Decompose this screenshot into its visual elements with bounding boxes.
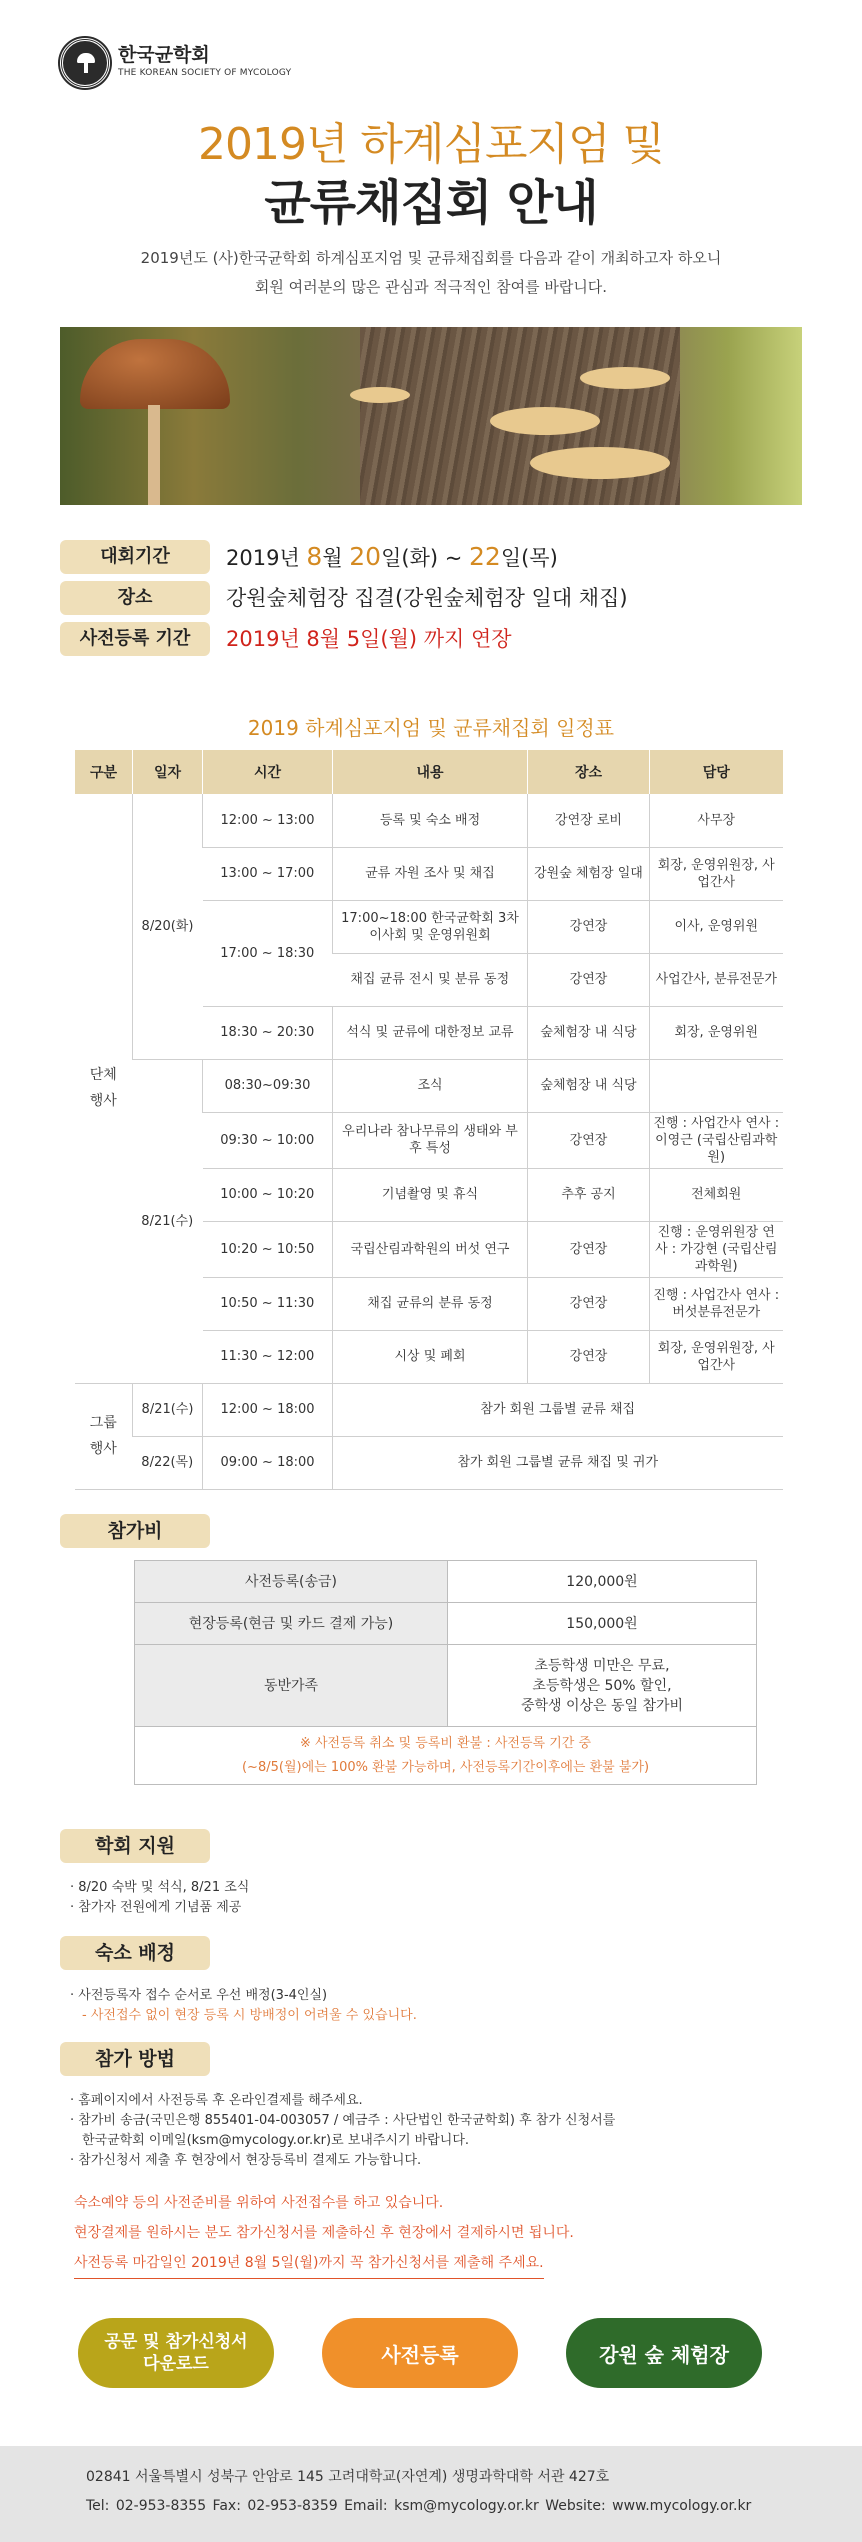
- fee-label: 참가비: [60, 1514, 210, 1548]
- date-cell: 8/21(수): [133, 1059, 203, 1383]
- method-list: [70, 2091, 615, 2171]
- prereg-value: 2019년 8월 5일(월) 까지 연장: [226, 627, 512, 651]
- group-cell: 그룹 행사: [75, 1383, 133, 1489]
- list-item: · 참가자 전원에게 기념품 제공: [70, 1900, 242, 1915]
- list-item: · 8/20 숙박 및 석식, 8/21 조식: [70, 1880, 250, 1895]
- intro-line2: 회원 여러분의 많은 관심과 적극적인 참여를 바랍니다.: [254, 278, 608, 296]
- prereg-label: 사전등록 기간: [60, 622, 210, 656]
- table-row: 8/21(수) 08:30~09:30 조식 숲체험장 내 식당: [75, 1059, 783, 1112]
- list-item: · 사전등록자 접수 순서로 우선 배정(3-4인실): [70, 1988, 328, 2003]
- place-label: 장소: [60, 581, 210, 615]
- table-row: 13:00 ~ 17:00 균류 자원 조사 및 채집 강원숲 체험장 일대 회장, 운영위원장, 사업간사: [75, 847, 783, 900]
- footer-address: 02841 서울특별시 성북구 안암로 145 고려대학교(자연계) 생명과학대학 서관 427호: [86, 2469, 610, 2485]
- table-row: 단체 행사 8/20(화) 12:00 ~ 13:00 등록 및 숙소 배정 강연장 로비 사무장: [75, 794, 783, 847]
- fee-row: 동반가족 초등학생 미만은 무료, 초등학생은 50% 할인, 중학생 이상은 동일 참가비: [135, 1645, 757, 1727]
- org-name-en: THE KOREAN SOCIETY OF MYCOLOGY: [118, 68, 292, 78]
- date-cell: 8/22(목): [133, 1436, 203, 1489]
- support-list: [70, 1878, 249, 1918]
- download-forms-button[interactable]: 공문 및 참가신청서 다운로드: [78, 2318, 274, 2388]
- table-row: 8/22(목) 09:00 ~ 18:00 참가 회원 그룹별 균류 채집 및 귀가: [75, 1436, 783, 1489]
- fee-note-row: ※ 사전등록 취소 및 등록비 환불 : 사전등록 기간 중 (~8/5(월)에는 100% 환불 가능하며, 사전등록기간이후에는 환불 불가): [135, 1727, 757, 1785]
- page-title-line2: 균류채집회 안내: [264, 175, 598, 231]
- intro-text: [0, 244, 862, 302]
- intro-line1: 2019년도 (사)한국균학회 하계심포지엄 및 균류채집회를 다음과 같이 개최하고자 하오니: [140, 249, 722, 267]
- notice-line1: 숙소예약 등의 사전준비를 위하여 사전접수를 하고 있습니다.: [74, 2195, 444, 2211]
- list-item-cont: 한국균학회 이메일(ksm@mycology.or.kr)로 보내주시기 바랍니다.: [82, 2133, 470, 2148]
- date-cell: 8/21(수): [133, 1383, 203, 1436]
- table-row: 채집 균류 전시 및 분류 동정 강연장 사업간사, 분류전문가: [75, 953, 783, 1006]
- footer: [0, 2446, 862, 2542]
- list-item: · 홈페이지에서 사전등록 후 온라인결제를 해주세요.: [70, 2093, 363, 2108]
- notice-line2: 현장결제를 원하시는 분도 참가신청서를 제출하신 후 현장에서 결제하시면 됩니다.: [74, 2225, 574, 2241]
- society-logo-icon: [60, 38, 110, 88]
- table-row: 09:30 ~ 10:00 우리나라 참나무류의 생태와 부후 특성 강연장 진행 : 사업간사 연사 : 이영근 (국립산림과학원): [75, 1112, 783, 1168]
- notice-line3: 사전등록 마감일인 2019년 8월 5일(월)까지 꼭 참가신청서를 제출해 주세요.: [74, 2248, 544, 2279]
- group-cell: 단체 행사: [75, 794, 133, 1383]
- table-row: 10:20 ~ 10:50 국립산림과학원의 버섯 연구 강연장 진행 : 운영위원장 연사 : 가강현 (국립산림과학원): [75, 1221, 783, 1277]
- table-row: 10:50 ~ 11:30 채집 균류의 분류 동정 강연장 진행 : 사업간사 연사 : 버섯분류전문가: [75, 1277, 783, 1330]
- mushroom-banner-image: [60, 327, 802, 505]
- venue-link-button[interactable]: 강원 숲 체험장: [566, 2318, 762, 2388]
- place-value: 강원숲체험장 집결(강원숲체험장 일대 채집): [226, 586, 628, 610]
- list-item: · 참가신청서 제출 후 현장에서 현장등록비 결제도 가능합니다.: [70, 2153, 422, 2168]
- preregister-button[interactable]: 사전등록: [322, 2318, 518, 2388]
- support-label: 학회 지원: [60, 1829, 210, 1863]
- fee-row: 현장등록(현금 및 카드 결제 가능) 150,000원: [135, 1603, 757, 1645]
- table-row: 18:30 ~ 20:30 석식 및 균류에 대한정보 교류 숲체험장 내 식당 회장, 운영위원: [75, 1006, 783, 1059]
- page-title-line1: 2019년 하계심포지엄 및: [198, 119, 664, 170]
- schedule-title: 2019 하계심포지엄 및 균류채집회 일정표: [247, 716, 615, 740]
- period-value: 2019년 8월 20일(화) ~ 22일(목): [226, 542, 558, 571]
- notice-text: [74, 2188, 574, 2279]
- fee-table: [134, 1560, 757, 1785]
- schedule-table: [74, 750, 783, 1490]
- lodging-label: 숙소 배정: [60, 1936, 210, 1970]
- table-row: 11:30 ~ 12:00 시상 및 폐회 강연장 회장, 운영위원장, 사업간사: [75, 1330, 783, 1383]
- schedule-header-row: 구분 일자 시간 내용 장소 담당: [75, 750, 783, 794]
- table-row: 10:00 ~ 10:20 기념촬영 및 휴식 추후 공지 전체회원: [75, 1168, 783, 1221]
- lodging-list: [70, 1986, 417, 2026]
- table-row: 17:00 ~ 18:30 17:00~18:00 한국균학회 3차 이사회 및 운영위원회 강연장 이사, 운영위원: [75, 900, 783, 953]
- fee-row: 사전등록(송금) 120,000원: [135, 1561, 757, 1603]
- period-label: 대회기간: [60, 540, 210, 574]
- list-item: · 참가비 송금(국민은행 855401-04-003057 / 예금주 : 사단법인 한국균학회) 후 참가 신청서를: [70, 2113, 616, 2128]
- table-row: 그룹 행사 8/21(수) 12:00 ~ 18:00 참가 회원 그룹별 균류 채집: [75, 1383, 783, 1436]
- org-name-ko: 한국균학회: [118, 44, 210, 66]
- footer-contact: Tel: 02-953-8355 Fax: 02-953-8359 Email: ksm@mycology.or.kr Website: www.mycology.or.kr: [86, 2498, 752, 2514]
- method-label: 참가 방법: [60, 2042, 210, 2076]
- list-subitem: - 사전접수 없이 현장 등록 시 방배정이 어려울 수 있습니다.: [82, 2008, 417, 2023]
- date-cell: 8/20(화): [133, 794, 203, 1059]
